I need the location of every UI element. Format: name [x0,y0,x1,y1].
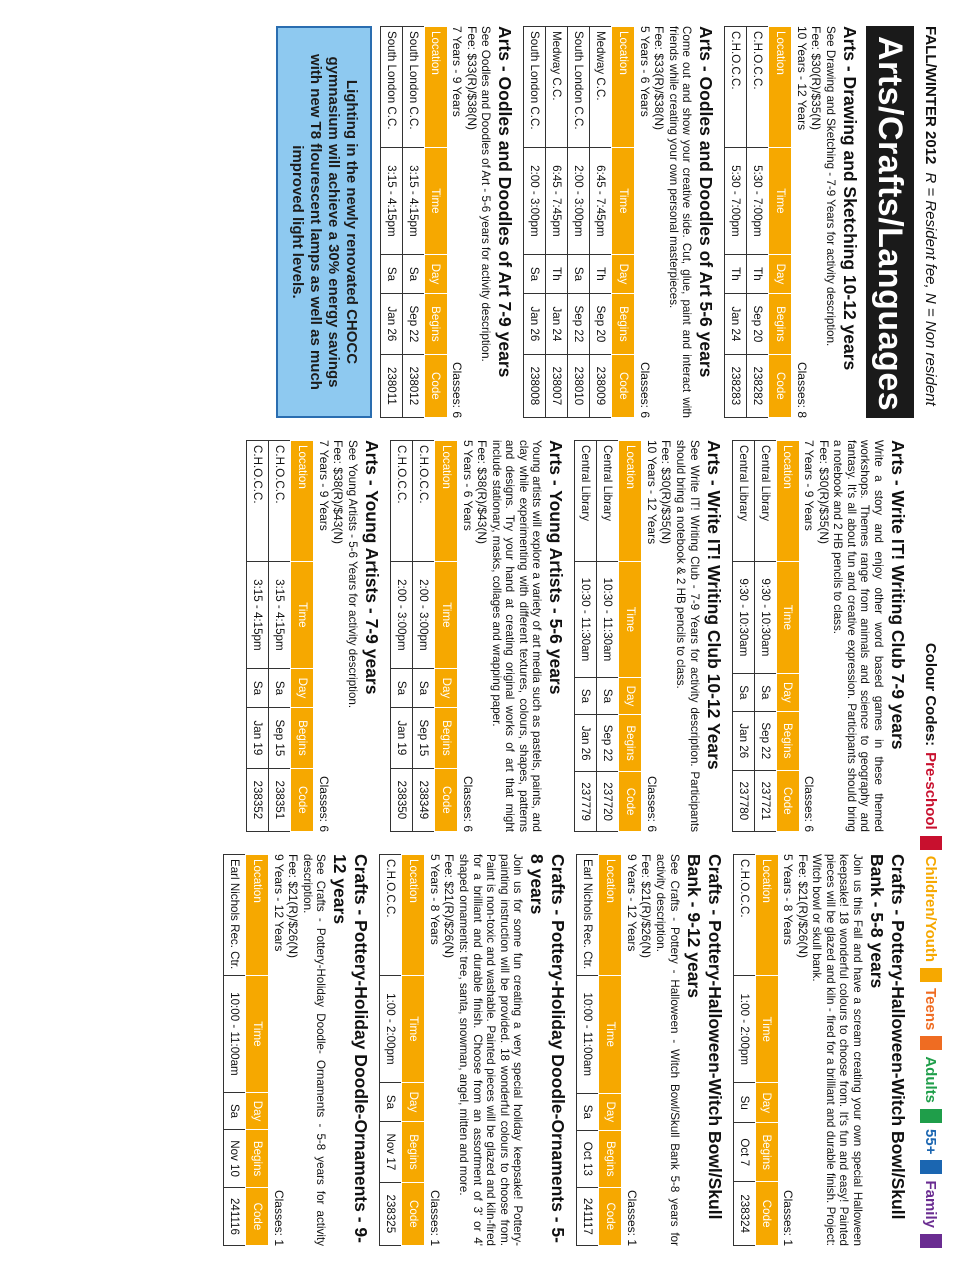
column-header-day: Day [246,1092,269,1129]
colour-swatch [920,1160,942,1174]
column-header-begins: Begins [435,708,458,769]
cell-day: Sa [575,677,597,714]
column-header-code: Code [619,772,642,832]
cell-day: Sa [597,677,619,714]
colour-swatch [920,1036,942,1050]
program-description: See Young Artists - 5-6 Years for activity description. [346,440,360,709]
colour-swatch [920,836,942,850]
cell-day: Sa [568,254,590,293]
program-section [576,854,724,1246]
cell-begins: Jan 24 [725,294,747,355]
cell-location: C.H.O.C.C. [725,27,747,148]
colour-code-label: Children/Youth [922,855,940,963]
cell-location: C.H.O.C.C. [380,855,402,976]
table-row [413,441,435,832]
table-header-row [291,441,314,832]
column-header-time: Time [776,562,799,674]
schedule-table [223,854,269,1246]
column-header-time: Time [769,148,792,255]
column-header-day: Day [402,1082,425,1121]
age-row [450,26,465,418]
cell-location: Central Library [754,441,776,562]
table-row [402,27,424,418]
table-header-row [246,855,269,1246]
cell-day: Sa [380,1082,402,1121]
cell-day: Sa [402,254,424,293]
schedule-table [732,440,800,832]
cell-location: C.H.O.C.C. [391,441,413,562]
cell-day: Sa [269,668,291,707]
cell-begins: Sep 22 [597,714,619,771]
cell-code: 237720 [597,772,619,832]
table-row [391,441,413,832]
column-header-begins: Begins [246,1130,269,1188]
program-fee: Fee: $33(R)/$38(N) [652,26,667,131]
schedule-table [523,26,635,418]
cell-code: 238008 [524,354,546,417]
column-header-code: Code [769,354,792,417]
program-classes: Classes: 1 [427,1189,442,1246]
schedule-table [390,440,458,832]
table-row [568,27,590,418]
cell-location: South London C.C. [568,27,590,148]
cell-time: 9:30 - 10:30am [732,562,754,674]
program-title: Arts - Write IT! Writing Club 10-12 Years [703,440,724,770]
table-row [725,27,747,418]
program-description: See Crafts - Pottery - Halloween - Witch Bowl/Skull Bank 5-8 years for activity description. [654,854,681,1246]
table-header-row [755,855,778,1246]
column-header-code: Code [246,1187,269,1245]
cell-location: Earl Nichols Rec. Ctr. [224,855,246,976]
column-header-code: Code [612,354,635,417]
age-row [802,440,817,832]
column-header-code: Code [402,1182,425,1245]
column [215,440,914,832]
cell-location: South London C.C. [524,27,546,148]
cell-location: Medway C.C. [546,27,568,148]
column-header-day: Day [599,1093,622,1131]
cell-begins: Jan 26 [732,711,754,770]
program-fee: Fee: $33(R)/$38(N) [464,26,479,131]
program-description: See Oodles and Doodles of Art - 5-6 years for activity description. [479,26,493,362]
column-header-day: Day [776,673,799,711]
column-header-begins: Begins [612,294,635,355]
cell-code: 237780 [732,770,754,831]
column-header-location: Location [599,855,622,976]
schedule-table [576,854,622,1246]
cell-code: 241117 [577,1187,599,1245]
column-header-day: Day [424,254,447,293]
table-row [524,27,546,418]
program-description: See Write IT! Writing Club - 7-9 Years for activity description. Participants should bring a notebook & 2 HB pencils to class. [674,440,701,832]
program-description: Join us this Fall and have a scream creating your own special Halloween keepsake! 18 wonderful colours to choose from. It's fun and easy! Painted pieces will be glazed and kiln - fired for a brilliant and durable finish. Project: Witch bowl or skull bank. [810,854,864,1246]
cell-code: 238325 [380,1182,402,1245]
table-row [575,441,597,832]
cell-code: 238350 [391,768,413,831]
table-header-row [776,441,799,832]
column-header-time: Time [291,562,314,669]
column-header-day: Day [612,254,635,293]
program-ages: 7 Years - 9 Years [316,440,331,531]
cell-begins: Jan 26 [380,294,402,355]
program-classes: Classes: 1 [271,1189,286,1246]
column-header-time: Time [246,976,269,1093]
program-ages: 5 Years - 6 Years [460,440,475,531]
cell-begins: Jan 24 [546,294,568,355]
column-header-location: Location [291,441,314,562]
cell-time: 6:45 - 7:45pm [546,148,568,255]
program-title: Crafts - Pottery-Holiday Doodle-Ornaments - 9-12 years [330,854,372,1243]
program-classes: Classes: 6 [802,775,817,832]
column-header-location: Location [612,27,635,148]
column-header-location: Location [435,441,458,562]
program-fee: Fee: $30(R)/$35(N) [816,440,831,545]
column-header-begins: Begins [619,714,642,771]
column-header-begins: Begins [769,294,792,355]
column-header-location: Location [619,441,642,562]
program-description: Young artists will explore a variety of art media such as pastels, paints, and clay while experimenting with different textures, colours, shapes, patterns and designs. Try your hand at creating original works of art that might include stationary, masks, collages and wrapping paper. [489,440,544,832]
cell-code: 238007 [546,354,568,417]
program-classes: Classes: 6 [450,361,465,418]
cell-begins: Sep 20 [590,294,612,355]
column-header-begins: Begins [291,708,314,769]
table-row [754,441,776,832]
table-header-row [435,441,458,832]
cell-time: 2:00 - 3:00pm [413,562,435,669]
column-header-day: Day [769,254,792,293]
schedule-table [733,854,779,1246]
column-header-time: Time [619,562,642,678]
cell-begins: Nov 10 [224,1130,246,1188]
column-header-location: Location [424,27,447,148]
column-header-day: Day [755,1083,778,1123]
program-title: Arts - Oodles and Doodles of Art 5-6 years [696,26,717,378]
cell-day: Th [546,254,568,293]
cell-day: Th [747,254,769,293]
cell-code: 238349 [413,768,435,831]
cell-location: C.H.O.C.C. [269,441,291,562]
column-header-location: Location [769,27,792,148]
column-header-code: Code [776,770,799,831]
program-title: Crafts - Pottery-Halloween-Witch Bowl/Skull Bank - 9-12 years [683,854,725,1220]
program-fee: Fee: $38(R)/$43(N) [331,440,346,545]
colour-code-label: 55+ [922,1129,940,1155]
program-ages: 5 Years - 8 Years [427,854,442,945]
colour-code-label: Family [922,1180,940,1228]
column-header-begins: Begins [776,711,799,770]
table-row [224,855,246,1246]
program-title: Arts - Young Artists - 5-6 years [546,440,567,695]
cell-location: C.H.O.C.C. [247,441,269,562]
program-ages: 10 Years - 12 Years [794,26,809,131]
cell-time: 1:00 - 2:00pm [380,976,402,1083]
column-header-day: Day [435,668,458,707]
cell-begins: Jan 19 [391,708,413,769]
program-classes: Classes: 6 [637,361,652,418]
age-row [427,854,442,1246]
cell-code: 237721 [754,770,776,831]
colour-code-label: Adults [922,1056,940,1104]
program-ages: 9 Years - 12 Years [624,854,639,952]
program-ages: 5 Years - 6 Years [637,26,652,117]
cell-code: 238011 [380,354,402,417]
table-row [732,441,754,832]
age-row [460,440,475,832]
column-header-begins: Begins [599,1131,622,1187]
program-title: Arts - Drawing and Sketching 10-12 years [840,26,860,371]
program-classes: Classes: 1 [624,1189,639,1246]
schedule-table [380,26,448,418]
cell-time: 3:15 - 4:15pm [269,562,291,669]
cell-location: South London C.C. [402,27,424,148]
program-section [379,854,568,1246]
column-header-location: Location [755,855,778,976]
schedule-table [574,440,642,832]
colour-swatch [920,1234,942,1248]
column-header-time: Time [755,976,778,1083]
colour-codes-legend [920,643,942,1248]
program-title: Crafts - Pottery-Halloween-Witch Bowl/Skull Bank - 5-8 years [867,854,908,1220]
program-section [380,26,516,418]
column-header-code: Code [435,768,458,831]
age-row [794,26,809,418]
cell-day: Sa [754,673,776,711]
table-header-row [612,27,635,418]
cell-time: 3:15 - 4:15pm [247,562,269,669]
table-row [597,441,619,832]
cell-code: 237779 [575,772,597,832]
table-row [247,441,269,832]
cell-code: 238352 [247,768,269,831]
cell-day: Sa [391,668,413,707]
age-row [271,854,286,1246]
program-description: Write a story and enjoy other word based games in these themed workshops. Themes range from animals and science to geography and fantasy. It's all about fun and creative expression. Participants should bring a notebook and 2 HB pencils to class. [831,440,885,832]
colour-code-label: Teens [922,988,940,1031]
age-row [781,854,796,1246]
cell-begins: Oct 13 [577,1131,599,1187]
column-header-begins: Begins [402,1122,425,1183]
colour-swatch [920,968,942,982]
cell-code: 238282 [747,354,769,417]
cell-location: C.H.O.C.C. [413,441,435,562]
column [215,26,914,418]
column-header-time: Time [435,562,458,669]
cell-time: 5:30 - 7:00pm [747,148,769,255]
table-header-row [769,27,792,418]
column-header-code: Code [755,1182,778,1246]
column-header-time: Time [402,976,425,1083]
program-fee: Fee: $21(R)/$26(N) [286,854,301,959]
program-title: Arts - Young Artists - 7-9 years [362,440,383,695]
cell-day: Sa [732,673,754,711]
table-row [733,855,755,1246]
cell-begins: Sep 15 [413,708,435,769]
season-label: FALL/WINTER 2012 [922,26,940,165]
table-row [380,27,402,418]
cell-time: 2:00 - 3:00pm [391,562,413,669]
cell-code: 238351 [269,768,291,831]
program-fee: Fee: $21(R)/$26(N) [639,854,654,959]
cell-begins: Jan 19 [247,708,269,769]
cell-location: Medway C.C. [590,27,612,148]
program-section [574,440,723,832]
cell-day: Sa [380,254,402,293]
cell-day: Sa [224,1092,246,1129]
cell-time: 3:15 - 4:15pm [380,148,402,255]
cell-begins: Sep 15 [269,708,291,769]
cell-time: 10:30 - 11:30am [597,562,619,678]
program-fee: Fee: $30(R)/$35(N) [809,26,824,131]
program-ages: 9 Years - 12 Years [271,854,286,952]
cell-begins: Oct 7 [733,1123,755,1182]
table-row [747,27,769,418]
cell-location: C.H.O.C.C. [747,27,769,148]
program-section [724,26,860,418]
program-ages: 5 Years - 8 Years [781,854,796,945]
program-section [390,440,566,832]
table-header-row [619,441,642,832]
cell-begins: Sep 22 [402,294,424,355]
table-row [577,855,599,1246]
cell-day: Th [590,254,612,293]
program-title: Arts - Oodles and Doodles of Art 7-9 years [495,26,516,378]
cell-code: 241116 [224,1187,246,1245]
table-row [590,27,612,418]
column-header-location: Location [402,855,425,976]
column [215,854,914,1246]
cell-begins: Nov 17 [380,1122,402,1183]
schedule-table [379,854,425,1246]
program-title: Arts - Write IT! Writing Club 7-9 years [888,440,908,750]
cell-location: South London C.C. [380,27,402,148]
program-description: Join us for some fun creating a very special holiday keepsake! Pottery-painting instruction will be provided. 18 wonderful colours to choose from. Paint is non-toxic and washable. Painted pieces will be glazed and kiln-fired for a brilliant and durable finish. Choose from an assortment of 3' or 4' shaped ornaments: tree, santa, snowman, angel, mitten and more. [457,854,525,1246]
cell-code: 238283 [725,354,747,417]
column-header-begins: Begins [755,1123,778,1182]
cell-day: Sa [577,1093,599,1131]
column-header-location: Location [776,441,799,562]
program-ages: 10 Years - 12 Years [644,440,659,545]
program-fee: Fee: $21(R)/$26(N) [442,854,457,959]
cell-code: 238324 [733,1182,755,1246]
column-header-location: Location [246,855,269,976]
program-fee: Fee: $38(R)/$43(N) [475,440,490,545]
cell-day: Sa [247,668,269,707]
column-header-code: Code [291,768,314,831]
cell-time: 3:15 - 4:15pm [402,148,424,255]
program-ages: 7 Years - 9 Years [802,440,817,531]
program-description: See Crafts - Pottery-Holiday Doodle- Ornaments - 5-8 years for activity description. [300,854,328,1246]
program-section [246,440,382,832]
program-section [523,26,716,418]
cell-day: Sa [524,254,546,293]
table-row [546,27,568,418]
cell-begins: Sep 22 [568,294,590,355]
program-section [733,854,908,1246]
cell-begins: Jan 26 [524,294,546,355]
cell-time: 10:00 - 11:00am [224,976,246,1093]
program-classes: Classes: 6 [644,775,659,832]
cell-code: 238010 [568,354,590,417]
cell-location: Central Library [575,441,597,562]
cell-time: 9:30 - 10:30am [754,562,776,674]
program-classes: Classes: 1 [781,1189,796,1246]
program-section [223,854,371,1246]
cell-time: 2:00 - 3:00pm [568,148,590,255]
table-header-row [402,855,425,1246]
cell-day: Sa [413,668,435,707]
program-fee: Fee: $21(R)/$26(N) [795,854,810,959]
cell-time: 1:00 - 2:00pm [733,976,755,1083]
cell-day: Th [725,254,747,293]
schedule-table [724,26,792,418]
colour-code-label: Pre-school [922,752,940,830]
schedule-table [246,440,314,832]
cell-begins: Jan 26 [575,714,597,771]
cell-time: 6:45 - 7:45pm [590,148,612,255]
column-header-time: Time [612,148,635,255]
cell-code: 238009 [590,354,612,417]
program-classes: Classes: 6 [460,775,475,832]
cell-time: 2:00 - 3:00pm [524,148,546,255]
age-row [316,440,331,832]
table-header-row [424,27,447,418]
program-ages: 7 Years - 9 Years [450,26,465,117]
page-title: Arts/Crafts/Languages [866,26,914,418]
program-classes: Classes: 8 [794,361,809,418]
program-classes: Classes: 6 [316,775,331,832]
table-row [380,855,402,1246]
columns [215,26,914,1248]
column-header-code: Code [424,354,447,417]
age-row [644,440,659,832]
column-header-time: Time [599,976,622,1094]
table-header-row [599,855,622,1246]
cell-location: C.H.O.C.C. [733,855,755,976]
column-header-begins: Begins [424,294,447,355]
cell-begins: Sep 22 [754,711,776,770]
cell-code: 238012 [402,354,424,417]
colour-codes-label: Colour Codes: [922,642,940,747]
program-fee: Fee: $30(R)/$35(N) [659,440,674,545]
cell-time: 10:00 - 11:00am [577,976,599,1094]
age-row [637,26,652,418]
program-section [732,440,908,832]
program-description: Come out and show your creative side. Cut, glue, paint and interact with friends while creating your own personal masterpieces. [666,26,694,418]
colour-swatch [920,1109,942,1123]
age-row [624,854,639,1246]
cell-time: 5:30 - 7:00pm [725,148,747,255]
column-header-day: Day [619,677,642,714]
column-header-day: Day [291,668,314,707]
cell-location: Earl Nichols Rec. Ctr. [577,855,599,976]
energy-note: Lighting in the newly renovated CHOCC gymnasium will achieve a 30% energy savings with new T8 flourescent lamps as well as much improved light levels. [276,26,372,418]
cell-begins: Sep 20 [747,294,769,355]
fee-key: R = Resident fee, N = Non resident [922,172,940,406]
cell-location: Central Library [732,441,754,562]
cell-day: Su [733,1083,755,1123]
program-description: See Drawing and Sketching - 7-9 Years for activity description. [824,26,837,347]
column-header-code: Code [599,1187,622,1245]
cell-time: 10:30 - 11:30am [575,562,597,678]
column-header-time: Time [424,148,447,255]
page-header [914,26,948,1248]
program-title: Crafts - Pottery-Holiday Doodle-Ornaments - 5-8 years [527,854,569,1243]
table-row [269,441,291,832]
cell-location: Central Library [597,441,619,562]
